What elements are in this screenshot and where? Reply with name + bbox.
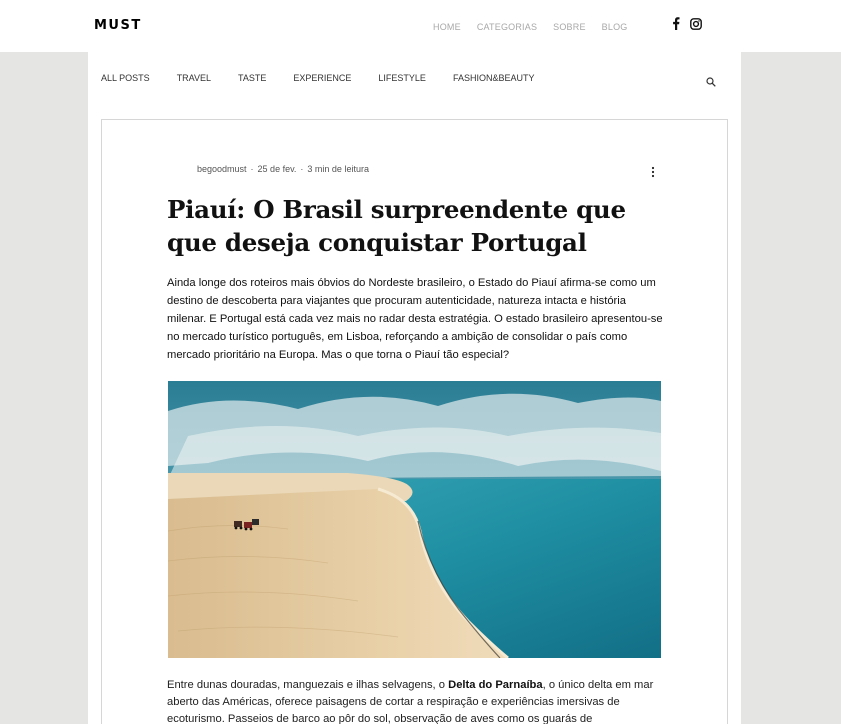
post-meta bbox=[197, 164, 369, 174]
body-highlight-link[interactable]: Delta do Parnaíba bbox=[448, 679, 543, 691]
instagram-icon[interactable] bbox=[689, 17, 702, 30]
site-nav bbox=[433, 22, 643, 32]
post-title: Piauí: O Brasil surpreendente que que deseja conquistar Portugal bbox=[167, 195, 626, 257]
nav-home[interactable]: HOME bbox=[433, 22, 461, 32]
category-nav bbox=[101, 73, 561, 83]
post-read-time: 3 min de leitura bbox=[307, 164, 369, 174]
post-author[interactable]: begoodmust bbox=[197, 164, 247, 174]
facebook-icon[interactable] bbox=[669, 17, 682, 30]
hero-image bbox=[168, 381, 661, 658]
nav-categorias[interactable]: CATEGORIAS bbox=[476, 22, 538, 32]
nav-blog[interactable]: BLOG bbox=[601, 22, 628, 32]
search-icon[interactable] bbox=[706, 74, 716, 84]
site-logo[interactable]: MUST bbox=[94, 18, 142, 33]
meta-separator: · bbox=[250, 164, 254, 174]
meta-separator: · bbox=[300, 164, 304, 174]
category-fashion-beauty[interactable]: FASHION&BEAUTY bbox=[452, 73, 535, 83]
category-experience[interactable]: EXPERIENCE bbox=[293, 73, 352, 83]
more-options-icon[interactable] bbox=[649, 165, 657, 177]
category-lifestyle[interactable]: LIFESTYLE bbox=[378, 73, 426, 83]
category-taste[interactable]: TASTE bbox=[238, 73, 267, 83]
site-header bbox=[0, 0, 841, 52]
body-rest: , o único delta em mar aberto das Américas, oferece paisagens de cortar a respiração e experiências imersivas de ecoturismo. Passeios de barco ao pôr do sol, observação de aves como os guarás de bbox=[167, 679, 654, 724]
category-travel[interactable]: TRAVEL bbox=[176, 73, 212, 83]
post-date: 25 de fev. bbox=[257, 164, 297, 174]
post-lede: Ainda longe dos roteiros mais óbvios do Nordeste brasileiro, o Estado do Piauí afirma-se como um destino de descoberta para viajantes que procuram autenticidade, natureza intacta e história milenar. E Portugal está cada vez mais no radar desta estratégia. O estado brasileiro apresentou-se no mercado turístico português, em Lisboa, reforçando a ambição de consolidar o país como mercado prioritário na Europa. Mas o que torna o Piauí tão especial? bbox=[167, 277, 663, 361]
body-intro: Entre dunas douradas, manguezais e ilhas selvagens, o bbox=[167, 679, 449, 691]
social-links bbox=[669, 17, 702, 30]
nav-sobre[interactable]: SOBRE bbox=[553, 22, 586, 32]
category-all-posts[interactable]: ALL POSTS bbox=[101, 73, 150, 83]
post-body bbox=[167, 677, 667, 724]
